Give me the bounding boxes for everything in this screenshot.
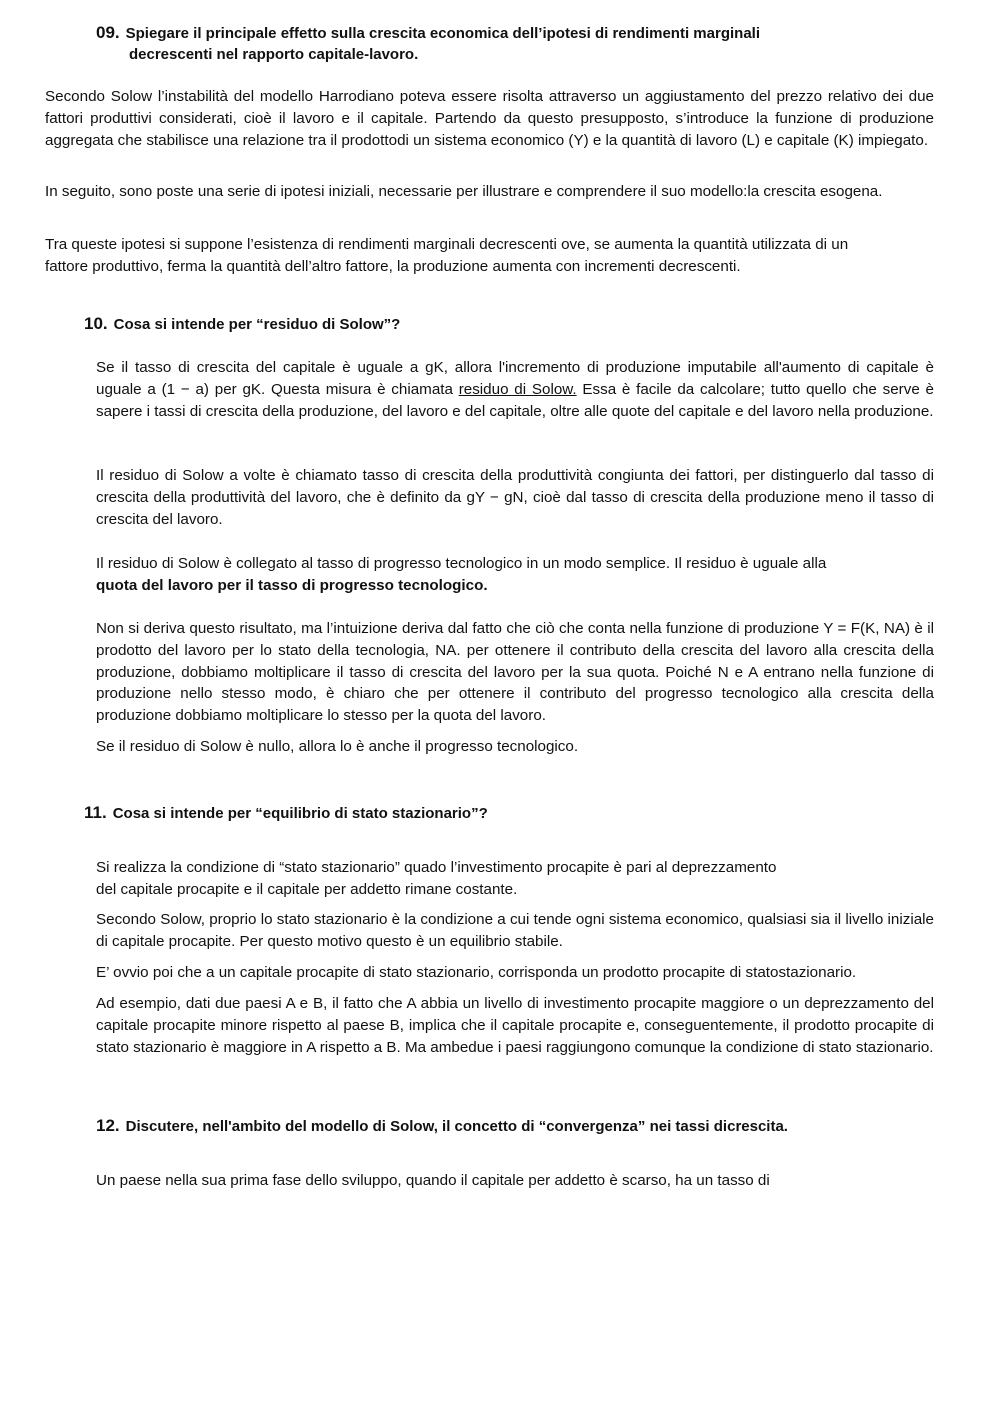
q9-paragraph-2: In seguito, sono poste una serie di ipotesi iniziali, necessarie per illustrare e comprendere il suo modello:la crescita esogena. [45,183,883,200]
q11-paragraph-1-line2: del capitale procapite e il capitale per addetto rimane costante. [96,880,518,898]
question-number: 12. [96,1116,120,1135]
question-title: Cosa si intende per “equilibrio di stato stazionario”? [112,805,488,822]
q10-paragraph-3-line1: Il residuo di Solow è collegato al tasso di progresso tecnologico in un modo semplice. Il residuo è uguale alla [96,555,827,572]
q12-paragraph-1: Un paese nella sua prima fase dello sviluppo, quando il capitale per addetto è scarso, ha un tasso di [96,1172,770,1189]
q10-paragraph-3 [96,553,934,597]
solow-residual-term: residuo di Solow. [458,380,577,398]
q10-paragraph-2: Il residuo di Solow a volte è chiamato tasso di crescita della produttività congiunta dei fattori, per distinguerlo dal tasso di crescita della produttività del lavoro, che è definito da gY − gN, cioè dal tasso di crescita della produzione meno il tasso di crescita del lavoro. [96,467,934,528]
q11-paragraph-4: Ad esempio, dati due paesi A e B, il fatto che A abbia un livello di investimento procapite maggiore o un deprezzamento del capitale procapite minore rispetto al paese B, implica che il capitale procapite e, conseguentemente, il prodotto procapite di stato stazionario è maggiore in A rispetto a B. Ma ambedue i paesi raggiungono comunque la condizione di stato stazionario. [96,995,934,1056]
q11-paragraph-1 [96,857,934,901]
q10-paragraph-1 [96,357,934,422]
question-number: 10. [84,314,108,333]
question-12-heading [96,1115,788,1137]
question-10-heading [84,313,400,335]
q9-paragraph-3 [45,234,934,278]
q10-paragraph-1-text-end: Essa è facile da calcolare; tutto quello che serve è sapere i tassi di crescita della produzione, del lavoro e del capitale, oltre alle quote del capitale e del lavoro nella produzione. [96,380,934,420]
question-number: 11. [84,803,107,822]
q9-paragraph-3-line1: Tra queste ipotesi si suppone l’esistenza di rendimenti marginali decrescenti ove, se aumenta la quantità utilizzata di un [45,236,849,253]
question-title-line1: Spiegare il principale effetto sulla crescita economica dell’ipotesi di rendimenti marginali [125,25,760,42]
question-title: Discutere, nell'ambito del modello di Solow, il concetto di “convergenza” nei tassi dicrescita. [125,1118,788,1135]
question-title-line2: decrescenti nel rapporto capitale-lavoro. [129,46,419,63]
q10-paragraph-4: Non si deriva questo risultato, ma l’intuizione deriva dal fatto che ciò che conta nella funzione di produzione Y = F(K, NA) è il prodotto del lavoro per lo stato della tecnologia, NA. per ottenere il contributo della crescita del lavoro alla crescita della produzione, dobbiamo moltiplicare il tasso di crescita del lavoro per la sua quota. Poiché N e A entrano nella funzione di produzione nello stesso modo, è chiaro che per ottenere il contributo del progresso tecnologico alla crescita della produzione dobbiamo moltiplicare lo stesso per la quota del lavoro. [96,620,934,725]
q11-paragraph-2: Secondo Solow, proprio lo stato stazionario è la condizione a cui tende ogni sistema economico, qualsiasi sia il livello iniziale di capitale procapite. Per questo motivo questo è un equilibrio stabile. [96,911,934,950]
question-title: Cosa si intende per “residuo di Solow”? [113,316,401,333]
question-number: 09. [96,23,120,42]
question-09-heading [96,22,760,65]
q11-paragraph-1-line1: Si realizza la condizione di “stato stazionario” quado l’investimento procapite è pari al deprezzamento [96,859,777,876]
q10-paragraph-5: Se il residuo di Solow è nullo, allora lo è anche il progresso tecnologico. [96,738,579,755]
q10-paragraph-1-text: Se il tasso di crescita del capitale è uguale a gK, allora l'incremento di produzione imputabile all'aumento di capitale è uguale a (1 − a) per gK. Questa misura è chiamata [96,359,934,398]
q11-paragraph-3: E’ ovvio poi che a un capitale procapite di stato stazionario, corrisponda un prodotto procapite di statostazionario. [96,964,857,981]
q9-paragraph-1: Secondo Solow l’instabilità del modello Harrodiano poteva essere risolta attraverso un aggiustamento del prezzo relativo dei due fattori produttivi considerati, cioè il lavoro e il capitale. Partendo da questo presupposto, s’introduce la funzione di produzione aggregata che stabilisce una relazione tra il prodottodi un sistema economico (Y) e la quantità di lavoro (L) e capitale (K) impiegato. [45,88,934,149]
q9-paragraph-3-line2: fattore produttivo, ferma la quantità dell’altro fattore, la produzione aumenta con incrementi decrescenti. [45,257,741,275]
question-11-heading [84,802,488,824]
q10-paragraph-3-bold: quota del lavoro per il tasso di progresso tecnologico. [96,576,488,594]
